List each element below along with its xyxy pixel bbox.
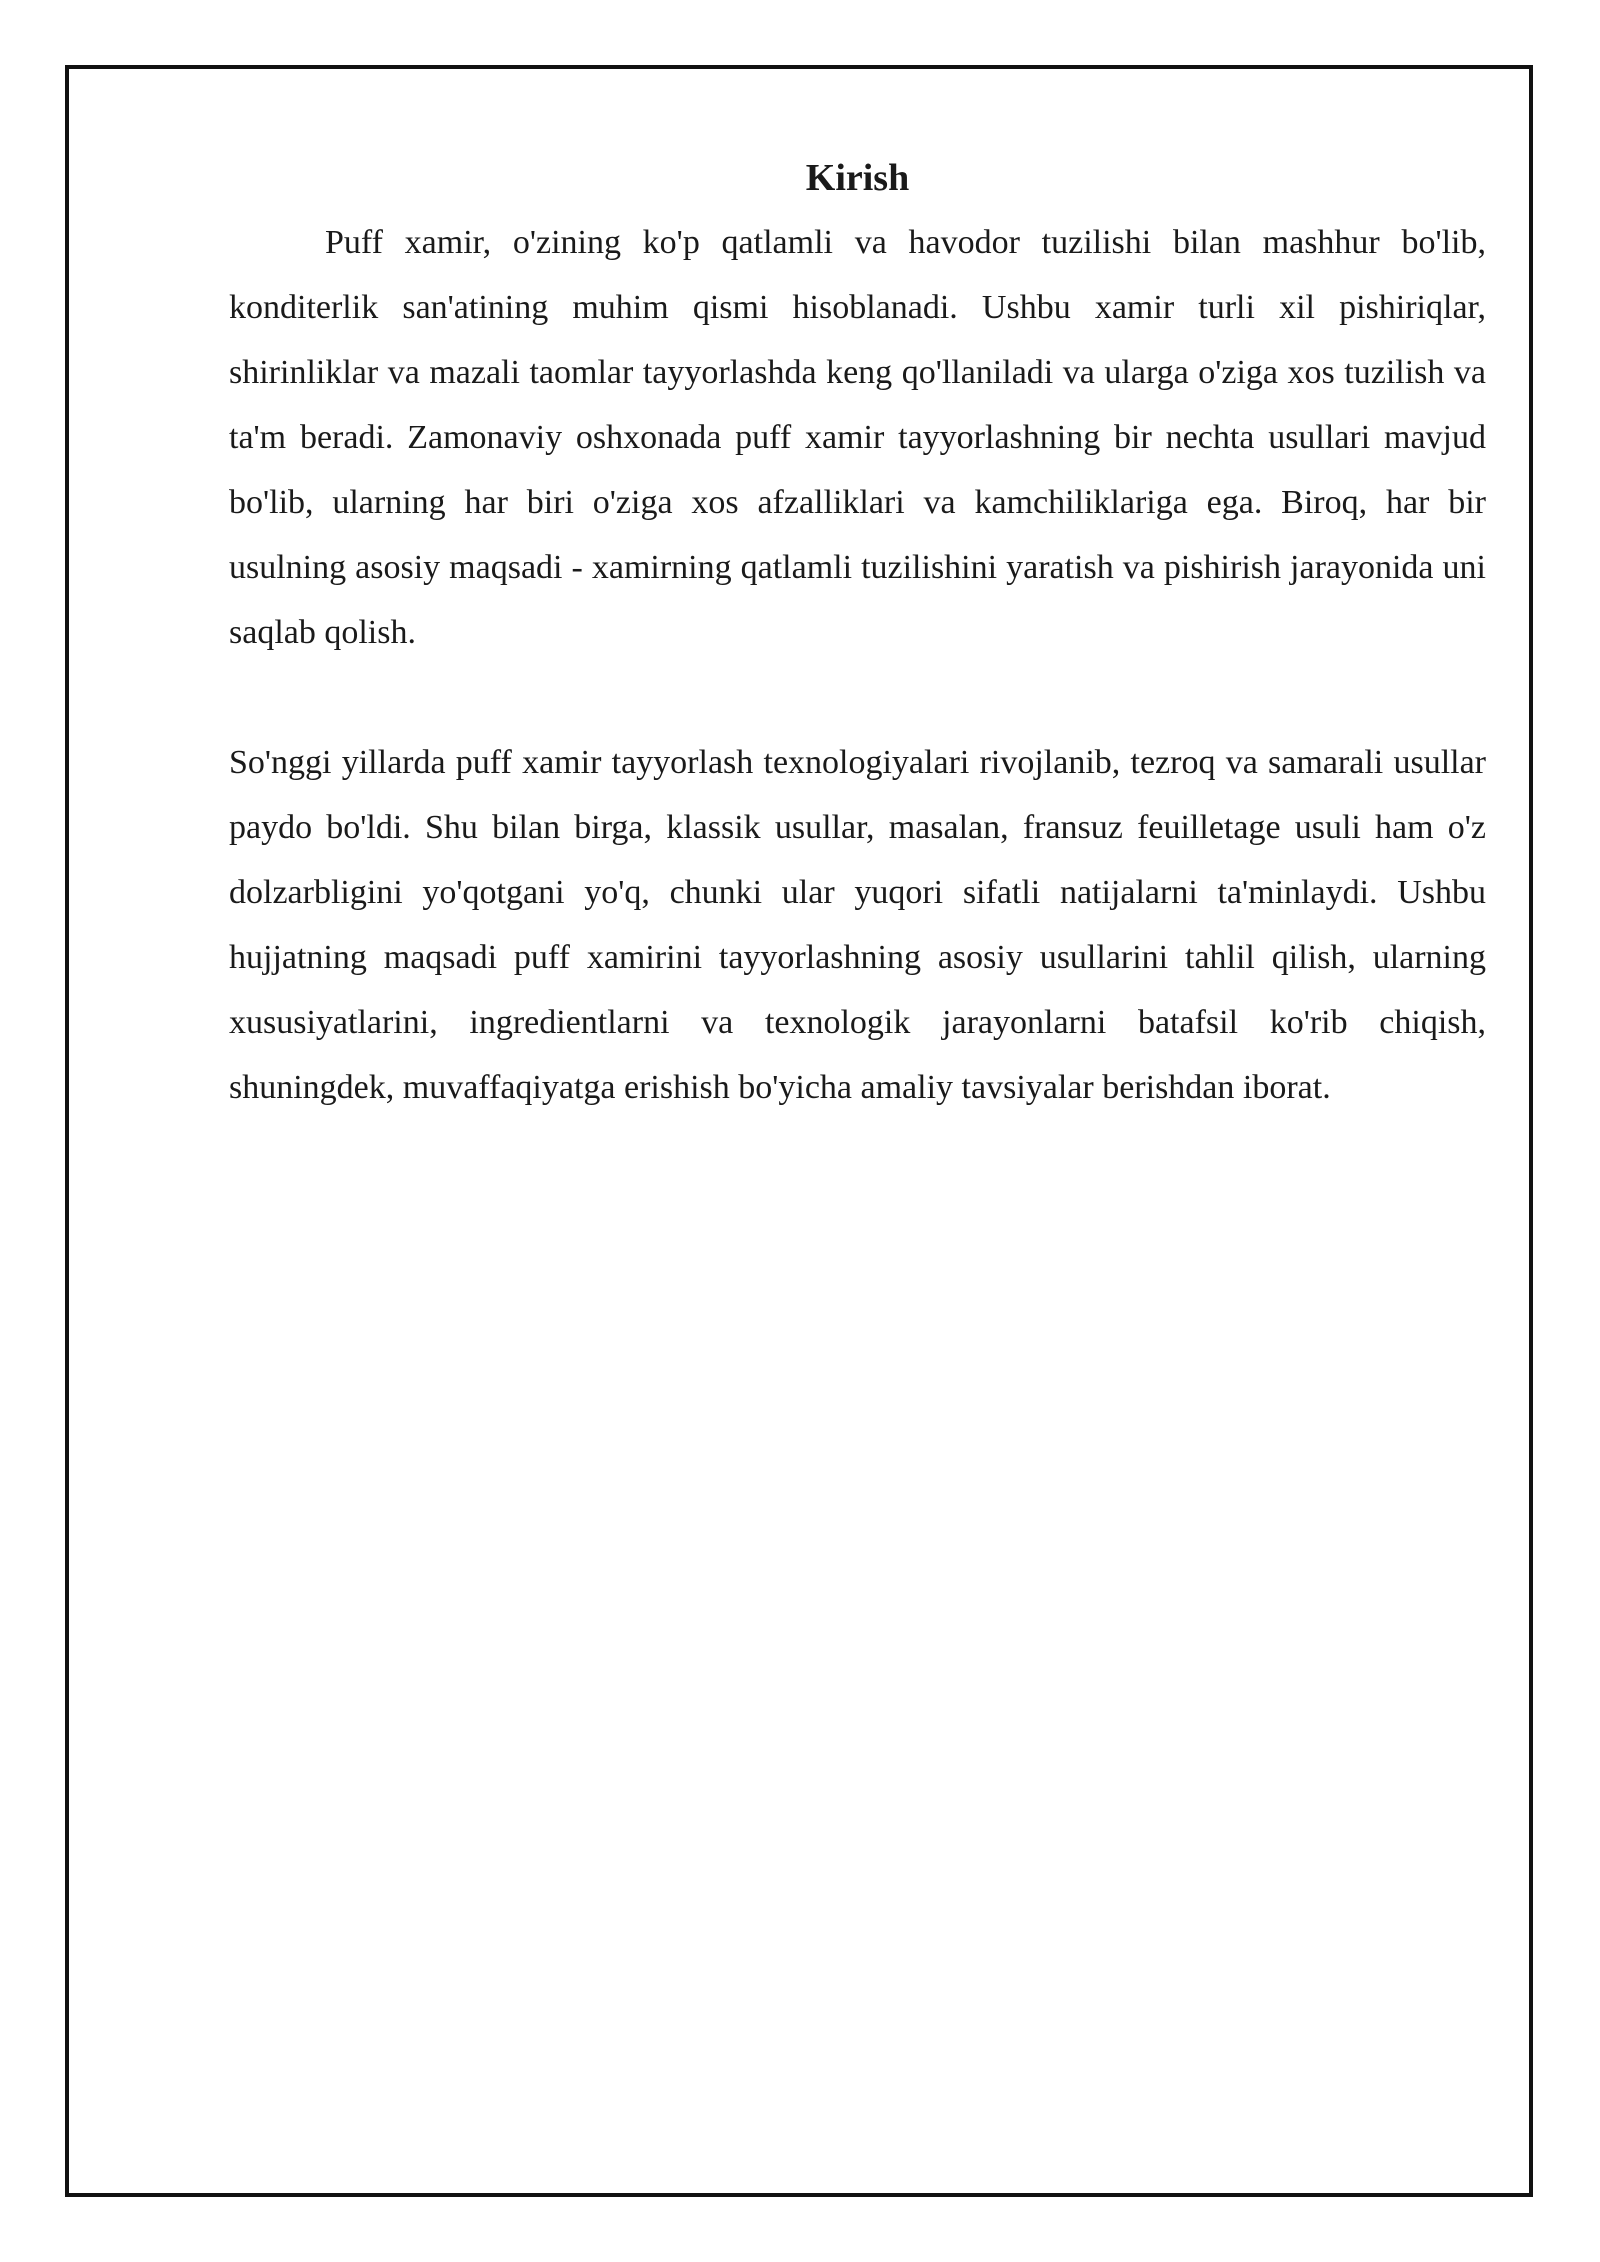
paragraph-second: So'nggi yillarda puff xamir tayyorlash texnologiyalari rivojlanib, tezroq va samarali usullar paydo bo'ldi. Shu bilan birga, klassik usullar, masalan, fransuz feuilletage usuli ham o'z dolzarbligini yo'qotgani yo'q, chunki ular yuqori sifatli natijalarni ta'minlaydi. Ushbu hujjatning maqsadi puff xamirini tayyorlashning asosiy usullarini tahlil qilish, ularning xususiyatlarini, ingredientlarni va texnologik jarayonlarni batafsil ko'rib chiqish, shuningdek, muvaffaqiyatga erishish bo'yicha amaliy tavsiyalar berishdan iborat.: [229, 744, 1486, 1106]
paragraph-intro: Puff xamir, o'zining ko'p qatlamli va havodor tuzilishi bilan mashhur bo'lib, konditerlik san'atining muhim qismi hisoblanadi. Ushbu xamir turli xil pishiriqlar, shirinliklar va mazali taomlar tayyorlashda keng qo'llaniladi va ularga o'ziga xos tuzilish va ta'm beradi. Zamonaviy oshxonada puff xamir tayyorlashning bir nechta usullari mavjud bo'lib, ularning har biri o'ziga xos afzalliklari va kamchiliklariga ega. Biroq, har bir usulning asosiy maqsadi - xamirning qatlamli tuzilishini yaratish va pishirish jarayonida uni saqlab qolish.: [229, 224, 1486, 651]
document-body: [229, 146, 1486, 1120]
paragraph-gap: [229, 665, 1486, 730]
section-heading: Kirish: [805, 157, 910, 199]
